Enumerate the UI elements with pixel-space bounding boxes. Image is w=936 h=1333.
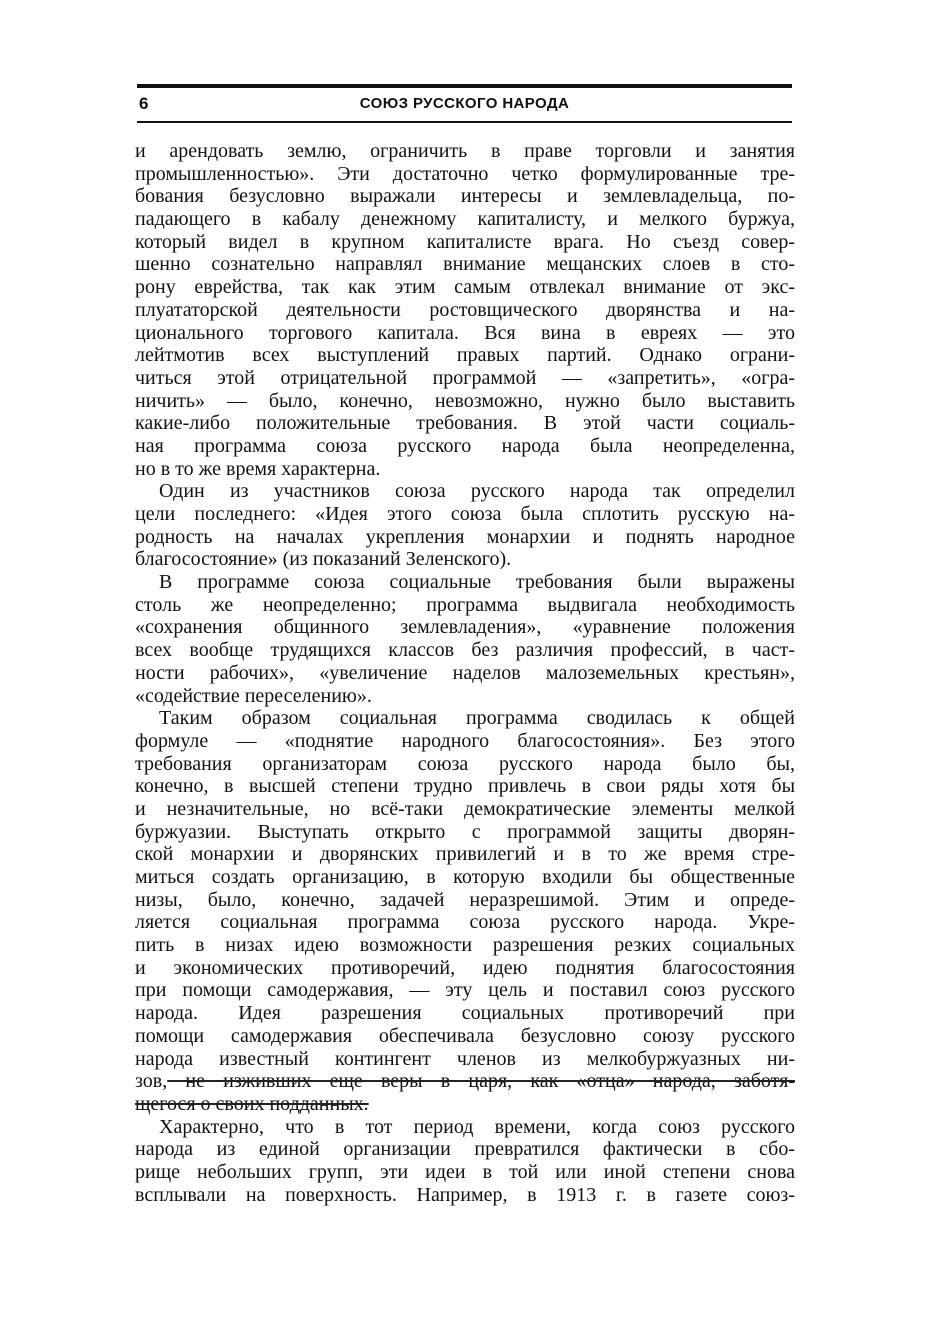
struck-text-line <box>135 1093 795 1116</box>
text-line: какие-либо положительные требования. В этой части социаль- <box>135 412 795 435</box>
text-line: пить в низах идею возможности разрешения резких социальных <box>135 934 795 957</box>
text-line: плуататорской деятельности ростовщического дворянства и на- <box>135 298 795 321</box>
text-line: помощи самодержавия обеспечивала безусловно союзу русского <box>135 1024 795 1047</box>
text-line: падающего в кабалу денежному капиталисту, и мелкого буржуа, <box>135 208 795 231</box>
body-text <box>135 140 795 1206</box>
text-line: миться создать организацию, в которую входили бы общественные <box>135 866 795 888</box>
text-line: Таким образом социальная программа сводилась к общей <box>159 707 795 730</box>
text-line: рище небольших групп, эти идеи в той или иной степени снова <box>135 1160 795 1183</box>
text-line: формуле — «поднятие народного благосостояния». Без этого <box>135 729 795 752</box>
text-line: и экономических противоречий, идею поднятия благосостояния <box>135 956 795 979</box>
text-line: народа. Идея разрешения социальных противоречий при <box>135 1002 795 1025</box>
text-line: бования безусловно выражали интересы и землевладельца, по- <box>135 185 795 208</box>
text-line: шенно сознательно направлял внимание мещанских слоев в сто- <box>135 253 795 276</box>
page-header <box>137 94 792 118</box>
text-line: В программе союза социальные требования были выражены <box>159 571 795 594</box>
text-line: который видел в крупном капиталисте врага. Но съезд совер- <box>135 230 795 253</box>
text-line: цели последнего: «Идея этого союза была сплотить русскую на- <box>135 503 795 525</box>
text-line: требования организаторам союза русского народа было бы, <box>135 752 795 775</box>
text-line: родность на началах укрепления монархии и поднять народное <box>135 525 795 548</box>
paragraph-2 <box>135 480 795 571</box>
text-line: буржуазии. Выступать открыто с программой защиты дворян- <box>135 820 795 843</box>
text-line: конечно, в высшей степени трудно привлечь в свои ряды хотя бы <box>135 775 795 798</box>
header-rule-top <box>137 84 792 88</box>
paragraph-4 <box>135 707 795 1115</box>
text-line: ляется социальная программа союза русского народа. Укре- <box>135 911 795 934</box>
text-line: ная программа союза русского народа была неопределенна, <box>135 434 795 457</box>
struck-through-text: щегося о своих подданных. <box>135 1092 369 1115</box>
paragraph-1 <box>135 140 795 480</box>
text-line: столь же неопределенно; программа выдвигала необходимость <box>135 593 795 616</box>
text-line: Один из участников союза русского народа так определил <box>159 480 795 503</box>
struck-through-text: не изживших еще веры в царя, как «отца» народа, заботя- <box>167 1070 795 1093</box>
text-line: «сохранения общинного землевладения», «уравнение положения <box>135 616 795 639</box>
text-line: всех вообще трудящихся классов без различия профессий, в част- <box>135 639 795 662</box>
text-line: ционального торгового капитала. Вся вина в евреях — это <box>135 321 795 344</box>
text-line: ности рабочих», «увеличение наделов малоземельных крестьян», <box>135 661 795 684</box>
page-number: 6 <box>139 94 149 113</box>
text-line: всплывали на поверхность. Например, в 1913 г. в газете союз- <box>135 1183 795 1206</box>
text-line: и арендовать землю, ограничить в праве торговли и занятия <box>135 140 795 162</box>
text-line: читься этой отрицательной программой — «запретить», «огра- <box>135 366 795 389</box>
text-line: народа из единой организации превратился фактически в сбо- <box>135 1138 795 1161</box>
text-line: низы, было, конечно, задачей неразрешимой. Этим и опреде- <box>135 888 795 911</box>
paragraph-5 <box>135 1116 795 1207</box>
text-line: и незначительные, но всё-таки демократические элементы мелкой <box>135 797 795 820</box>
text-line: Характерно, что в тот период времени, когда союз русского <box>159 1115 795 1138</box>
text-fragment: зов, <box>135 1070 168 1093</box>
struck-text-line <box>135 1070 795 1093</box>
text-line: промышленностью». Эти достаточно четко формулированные тре- <box>135 162 795 185</box>
text-line: рону еврейства, так как этим самым отвлекал внимание от экс- <box>135 276 795 299</box>
paragraph-3 <box>135 571 795 707</box>
text-line: благосостояние» (из показаний Зеленского). <box>135 548 512 571</box>
text-line: «содействие переселению». <box>135 684 372 707</box>
text-line: ской монархии и дворянских привилегий и в то же время стре- <box>135 843 795 866</box>
text-line: но в то же время характерна. <box>135 457 381 480</box>
text-line: при помощи самодержавия, — эту цель и поставил союз русского <box>135 979 795 1002</box>
text-line: ничить» — было, конечно, невозможно, нужно было выставить <box>135 389 795 412</box>
header-rule-bottom <box>137 121 792 123</box>
running-head: СОЮЗ РУССКОГО НАРОДА <box>359 95 570 112</box>
text-line: лейтмотив всех выступлений правых партий. Однако ограни- <box>135 344 795 367</box>
text-line: народа известный контингент членов из мелкобуржуазных ни- <box>135 1047 795 1070</box>
